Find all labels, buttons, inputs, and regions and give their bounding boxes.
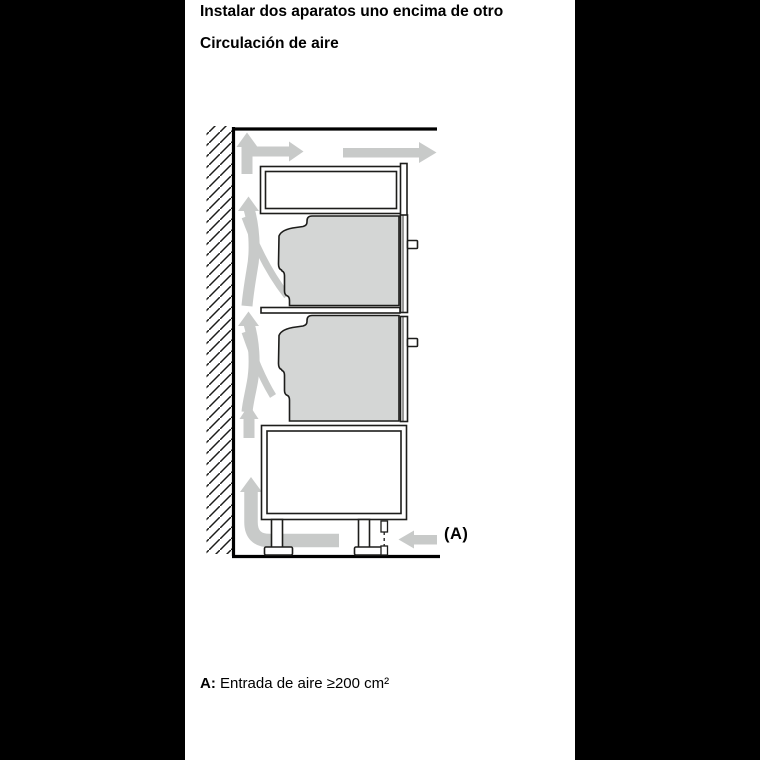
upper-oven-handle-knob: [408, 241, 418, 249]
top-front-panel: [401, 164, 408, 218]
airflow-arrow-right-long: [343, 142, 437, 163]
diagram-caption: [200, 675, 389, 692]
right-foot: [355, 547, 383, 555]
wall-hatching: [207, 126, 234, 554]
left-foot: [265, 547, 293, 555]
airflow-arrow-curved-lower: [238, 312, 273, 413]
caption-term: A:: [200, 675, 216, 692]
middle-shelf: [261, 308, 400, 314]
lower-oven-body: [279, 316, 400, 422]
lower-oven-front-panel: [401, 317, 408, 422]
top-compartment-outer: [261, 167, 402, 214]
air-circulation-diagram: [185, 0, 575, 760]
page-title: Instalar dos aparatos uno encima de otro: [200, 3, 504, 20]
right-leg: [359, 520, 370, 548]
cabinet-structure: [261, 164, 418, 556]
left-leg: [272, 520, 283, 548]
caption-text: Entrada de aire ≥200 cm²: [215, 675, 390, 692]
plinth-air-gap: [381, 521, 388, 555]
air-inlet-arrow: [399, 531, 438, 549]
base-cabinet-outer: [262, 426, 407, 520]
manual-page: [185, 0, 575, 760]
lower-oven-handle-knob: [408, 339, 418, 347]
upper-oven-body: [279, 216, 400, 306]
section-title: Circulación de aire: [200, 35, 339, 52]
upper-oven-front-panel: [401, 215, 408, 313]
air-inlet-label: (A): [444, 525, 469, 543]
